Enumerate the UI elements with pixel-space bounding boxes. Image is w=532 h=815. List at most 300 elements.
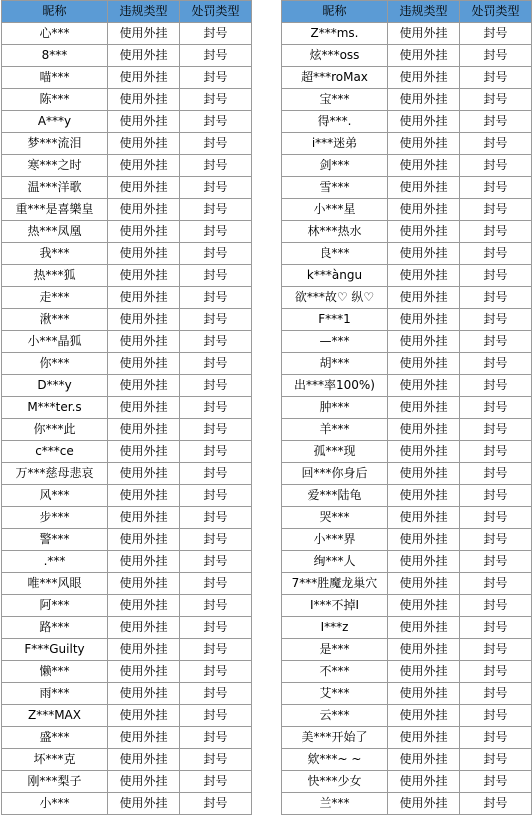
- table-row: [282, 683, 532, 705]
- cell-violation-type: 使用外挂: [388, 331, 460, 353]
- cell-penalty-type: 封号: [180, 331, 252, 353]
- cell-nickname: —***: [282, 331, 388, 353]
- cell-violation-type: 使用外挂: [388, 111, 460, 133]
- cell-penalty-type: 封号: [180, 111, 252, 133]
- cell-violation-type: 使用外挂: [108, 287, 180, 309]
- cell-violation-type: 使用外挂: [108, 45, 180, 67]
- cell-nickname: c***ce: [2, 441, 108, 463]
- table-row: [2, 441, 252, 463]
- table-row: [282, 111, 532, 133]
- cell-violation-type: 使用外挂: [108, 639, 180, 661]
- table-row: [2, 287, 252, 309]
- cell-penalty-type: 封号: [180, 23, 252, 45]
- table-row: [2, 683, 252, 705]
- cell-violation-type: 使用外挂: [108, 507, 180, 529]
- cell-nickname: 寒***之时: [2, 155, 108, 177]
- cell-nickname: 路***: [2, 617, 108, 639]
- cell-violation-type: 使用外挂: [388, 727, 460, 749]
- cell-nickname: 梦***流泪: [2, 133, 108, 155]
- cell-nickname: 陈***: [2, 89, 108, 111]
- cell-violation-type: 使用外挂: [108, 67, 180, 89]
- table-row: [2, 177, 252, 199]
- table-row: [2, 199, 252, 221]
- cell-violation-type: 使用外挂: [388, 199, 460, 221]
- header-penalty-type: 处罚类型: [180, 1, 252, 23]
- ban-list-table-right: [281, 0, 532, 815]
- cell-penalty-type: 封号: [460, 331, 532, 353]
- cell-violation-type: 使用外挂: [108, 353, 180, 375]
- table-row: [2, 375, 252, 397]
- table-row: [282, 353, 532, 375]
- cell-violation-type: 使用外挂: [108, 595, 180, 617]
- cell-nickname: 孤***现: [282, 441, 388, 463]
- cell-violation-type: 使用外挂: [108, 661, 180, 683]
- cell-violation-type: 使用外挂: [108, 617, 180, 639]
- table-row: [282, 265, 532, 287]
- cell-nickname: i***迷弟: [282, 133, 388, 155]
- table-row: [282, 309, 532, 331]
- table-row: [282, 551, 532, 573]
- cell-penalty-type: 封号: [180, 309, 252, 331]
- cell-penalty-type: 封号: [180, 397, 252, 419]
- cell-nickname: 警***: [2, 529, 108, 551]
- cell-penalty-type: 封号: [180, 243, 252, 265]
- cell-nickname: 肿***: [282, 397, 388, 419]
- cell-nickname: 出***率100%): [282, 375, 388, 397]
- cell-nickname: 心***: [2, 23, 108, 45]
- cell-violation-type: 使用外挂: [388, 375, 460, 397]
- table-row: [2, 551, 252, 573]
- table-row: [282, 573, 532, 595]
- cell-nickname: 重***是喜樂皇: [2, 199, 108, 221]
- cell-violation-type: 使用外挂: [388, 353, 460, 375]
- table-row: [282, 639, 532, 661]
- table-row: [2, 397, 252, 419]
- cell-penalty-type: 封号: [460, 441, 532, 463]
- table-row: [282, 485, 532, 507]
- cell-penalty-type: 封号: [180, 45, 252, 67]
- cell-penalty-type: 封号: [460, 45, 532, 67]
- table-row: [282, 331, 532, 353]
- table-row: [282, 507, 532, 529]
- cell-violation-type: 使用外挂: [108, 23, 180, 45]
- cell-penalty-type: 封号: [180, 617, 252, 639]
- cell-nickname: 云***: [282, 705, 388, 727]
- header-nickname: 昵称: [2, 1, 108, 23]
- cell-nickname: 胡***: [282, 353, 388, 375]
- cell-penalty-type: 封号: [180, 221, 252, 243]
- cell-penalty-type: 封号: [460, 617, 532, 639]
- table-body-left: [2, 23, 252, 815]
- cell-penalty-type: 封号: [460, 419, 532, 441]
- table-row: [282, 375, 532, 397]
- cell-violation-type: 使用外挂: [108, 111, 180, 133]
- cell-nickname: 剑***: [282, 155, 388, 177]
- cell-penalty-type: 封号: [460, 397, 532, 419]
- cell-penalty-type: 封号: [180, 177, 252, 199]
- cell-nickname: 不***: [282, 661, 388, 683]
- cell-nickname: 万***慈母悲哀: [2, 463, 108, 485]
- cell-penalty-type: 封号: [460, 23, 532, 45]
- cell-violation-type: 使用外挂: [388, 617, 460, 639]
- cell-penalty-type: 封号: [180, 661, 252, 683]
- cell-nickname: k***àngu: [282, 265, 388, 287]
- cell-violation-type: 使用外挂: [388, 287, 460, 309]
- table-row: [2, 463, 252, 485]
- table-row: [282, 749, 532, 771]
- cell-nickname: 热***凤凰: [2, 221, 108, 243]
- cell-violation-type: 使用外挂: [388, 243, 460, 265]
- cell-nickname: 8***: [2, 45, 108, 67]
- table-row: [2, 661, 252, 683]
- cell-penalty-type: 封号: [460, 727, 532, 749]
- cell-nickname: M***ter.s: [2, 397, 108, 419]
- table-header-row: [282, 1, 532, 23]
- cell-nickname: 哭***: [282, 507, 388, 529]
- cell-violation-type: 使用外挂: [108, 793, 180, 815]
- cell-penalty-type: 封号: [180, 463, 252, 485]
- cell-violation-type: 使用外挂: [388, 639, 460, 661]
- cell-penalty-type: 封号: [460, 111, 532, 133]
- cell-nickname: 刚***梨子: [2, 771, 108, 793]
- cell-violation-type: 使用外挂: [108, 177, 180, 199]
- cell-nickname: 兰***: [282, 793, 388, 815]
- table-row: [282, 177, 532, 199]
- table-row: [282, 397, 532, 419]
- cell-violation-type: 使用外挂: [108, 89, 180, 111]
- cell-nickname: F***1: [282, 309, 388, 331]
- table-row: [2, 507, 252, 529]
- table-row: [282, 727, 532, 749]
- table-header-row: [2, 1, 252, 23]
- table-row: [282, 463, 532, 485]
- cell-penalty-type: 封号: [460, 683, 532, 705]
- cell-penalty-type: 封号: [180, 199, 252, 221]
- cell-nickname: 小***: [2, 793, 108, 815]
- cell-violation-type: 使用外挂: [108, 243, 180, 265]
- cell-nickname: 你***此: [2, 419, 108, 441]
- cell-penalty-type: 封号: [460, 771, 532, 793]
- cell-nickname: 羊***: [282, 419, 388, 441]
- cell-violation-type: 使用外挂: [108, 133, 180, 155]
- cell-nickname: 艾***: [282, 683, 388, 705]
- cell-nickname: 湫***: [2, 309, 108, 331]
- table-row: [282, 661, 532, 683]
- cell-nickname: 得***.: [282, 111, 388, 133]
- cell-violation-type: 使用外挂: [388, 683, 460, 705]
- cell-penalty-type: 封号: [460, 375, 532, 397]
- cell-penalty-type: 封号: [180, 529, 252, 551]
- table-row: [2, 639, 252, 661]
- cell-nickname: 懒***: [2, 661, 108, 683]
- cell-violation-type: 使用外挂: [388, 177, 460, 199]
- cell-nickname: 风***: [2, 485, 108, 507]
- cell-penalty-type: 封号: [460, 221, 532, 243]
- cell-penalty-type: 封号: [180, 507, 252, 529]
- cell-penalty-type: 封号: [180, 353, 252, 375]
- cell-nickname: 超***roMax: [282, 67, 388, 89]
- cell-violation-type: 使用外挂: [108, 529, 180, 551]
- cell-penalty-type: 封号: [180, 375, 252, 397]
- cell-violation-type: 使用外挂: [108, 727, 180, 749]
- cell-penalty-type: 封号: [460, 287, 532, 309]
- cell-penalty-type: 封号: [180, 485, 252, 507]
- table-row: [282, 595, 532, 617]
- table-row: [282, 793, 532, 815]
- table-row: [282, 771, 532, 793]
- cell-nickname: 小***星: [282, 199, 388, 221]
- cell-violation-type: 使用外挂: [108, 705, 180, 727]
- table-row: [282, 23, 532, 45]
- table-row: [2, 353, 252, 375]
- cell-violation-type: 使用外挂: [108, 463, 180, 485]
- cell-penalty-type: 封号: [460, 155, 532, 177]
- table-row: [282, 199, 532, 221]
- cell-penalty-type: 封号: [460, 177, 532, 199]
- cell-nickname: 绚***人: [282, 551, 388, 573]
- table-row: [2, 265, 252, 287]
- table-row: [282, 89, 532, 111]
- cell-violation-type: 使用外挂: [108, 199, 180, 221]
- header-violation-type: 违规类型: [388, 1, 460, 23]
- table-row: [282, 287, 532, 309]
- cell-penalty-type: 封号: [180, 639, 252, 661]
- cell-violation-type: 使用外挂: [108, 155, 180, 177]
- cell-nickname: F***Guilty: [2, 639, 108, 661]
- table-row: [2, 793, 252, 815]
- cell-violation-type: 使用外挂: [108, 551, 180, 573]
- cell-nickname: 小***界: [282, 529, 388, 551]
- cell-nickname: 爱***陆龟: [282, 485, 388, 507]
- cell-nickname: 唯***风眼: [2, 573, 108, 595]
- table-row: [2, 485, 252, 507]
- cell-penalty-type: 封号: [460, 67, 532, 89]
- cell-violation-type: 使用外挂: [388, 45, 460, 67]
- table-row: [282, 45, 532, 67]
- table-row: [2, 243, 252, 265]
- cell-violation-type: 使用外挂: [388, 529, 460, 551]
- cell-nickname: 良***: [282, 243, 388, 265]
- cell-penalty-type: 封号: [180, 793, 252, 815]
- cell-nickname: 美***开始了: [282, 727, 388, 749]
- cell-penalty-type: 封号: [180, 133, 252, 155]
- cell-nickname: I***不掉I: [282, 595, 388, 617]
- table-row: [282, 441, 532, 463]
- cell-penalty-type: 封号: [460, 485, 532, 507]
- cell-violation-type: 使用外挂: [108, 331, 180, 353]
- table-body-right: [282, 23, 532, 815]
- cell-violation-type: 使用外挂: [108, 485, 180, 507]
- header-nickname: 昵称: [282, 1, 388, 23]
- cell-nickname: 雨***: [2, 683, 108, 705]
- cell-nickname: 喵***: [2, 67, 108, 89]
- cell-penalty-type: 封号: [180, 683, 252, 705]
- cell-penalty-type: 封号: [460, 265, 532, 287]
- cell-penalty-type: 封号: [180, 67, 252, 89]
- cell-penalty-type: 封号: [180, 419, 252, 441]
- cell-violation-type: 使用外挂: [388, 67, 460, 89]
- cell-violation-type: 使用外挂: [388, 23, 460, 45]
- cell-nickname: 是***: [282, 639, 388, 661]
- cell-penalty-type: 封号: [180, 287, 252, 309]
- cell-nickname: 林***热水: [282, 221, 388, 243]
- cell-nickname: A***y: [2, 111, 108, 133]
- cell-violation-type: 使用外挂: [108, 397, 180, 419]
- cell-penalty-type: 封号: [460, 573, 532, 595]
- table-row: [2, 749, 252, 771]
- table-row: [282, 243, 532, 265]
- table-row: [2, 705, 252, 727]
- cell-violation-type: 使用外挂: [108, 419, 180, 441]
- table-row: [2, 309, 252, 331]
- cell-nickname: 走***: [2, 287, 108, 309]
- table-row: [282, 133, 532, 155]
- cell-penalty-type: 封号: [460, 595, 532, 617]
- table-row: [2, 771, 252, 793]
- cell-violation-type: 使用外挂: [388, 661, 460, 683]
- cell-penalty-type: 封号: [460, 639, 532, 661]
- cell-violation-type: 使用外挂: [388, 133, 460, 155]
- table-row: [2, 133, 252, 155]
- cell-penalty-type: 封号: [460, 529, 532, 551]
- cell-penalty-type: 封号: [460, 749, 532, 771]
- cell-nickname: 坏***克: [2, 749, 108, 771]
- table-row: [2, 89, 252, 111]
- cell-nickname: .***: [2, 551, 108, 573]
- cell-penalty-type: 封号: [180, 727, 252, 749]
- table-row: [2, 595, 252, 617]
- cell-penalty-type: 封号: [460, 89, 532, 111]
- table-row: [282, 67, 532, 89]
- table-row: [2, 419, 252, 441]
- cell-penalty-type: 封号: [180, 573, 252, 595]
- cell-violation-type: 使用外挂: [108, 309, 180, 331]
- cell-penalty-type: 封号: [180, 265, 252, 287]
- cell-penalty-type: 封号: [460, 507, 532, 529]
- ban-list-table-left: [1, 0, 252, 815]
- cell-violation-type: 使用外挂: [388, 221, 460, 243]
- cell-penalty-type: 封号: [180, 155, 252, 177]
- cell-nickname: I***z: [282, 617, 388, 639]
- cell-nickname: Z***MAX: [2, 705, 108, 727]
- cell-violation-type: 使用外挂: [108, 375, 180, 397]
- cell-violation-type: 使用外挂: [388, 397, 460, 419]
- table-row: [282, 419, 532, 441]
- table-row: [2, 155, 252, 177]
- cell-nickname: 热***狐: [2, 265, 108, 287]
- cell-violation-type: 使用外挂: [388, 265, 460, 287]
- table-row: [2, 111, 252, 133]
- cell-nickname: 我***: [2, 243, 108, 265]
- table-row: [282, 221, 532, 243]
- cell-penalty-type: 封号: [460, 353, 532, 375]
- table-row: [2, 23, 252, 45]
- table-row: [282, 155, 532, 177]
- cell-violation-type: 使用外挂: [108, 265, 180, 287]
- cell-penalty-type: 封号: [460, 793, 532, 815]
- cell-violation-type: 使用外挂: [388, 749, 460, 771]
- cell-penalty-type: 封号: [460, 551, 532, 573]
- cell-penalty-type: 封号: [460, 243, 532, 265]
- cell-nickname: Z***ms.: [282, 23, 388, 45]
- cell-penalty-type: 封号: [180, 441, 252, 463]
- table-row: [2, 45, 252, 67]
- cell-violation-type: 使用外挂: [388, 595, 460, 617]
- cell-violation-type: 使用外挂: [108, 771, 180, 793]
- cell-nickname: 欲***故♡ 纵♡: [282, 287, 388, 309]
- cell-penalty-type: 封号: [460, 199, 532, 221]
- cell-penalty-type: 封号: [460, 133, 532, 155]
- cell-nickname: 步***: [2, 507, 108, 529]
- table-row: [282, 705, 532, 727]
- cell-violation-type: 使用外挂: [388, 485, 460, 507]
- table-row: [2, 67, 252, 89]
- cell-nickname: 小***晶狐: [2, 331, 108, 353]
- table-row: [2, 529, 252, 551]
- cell-violation-type: 使用外挂: [388, 419, 460, 441]
- cell-nickname: 炫***oss: [282, 45, 388, 67]
- table-row: [2, 617, 252, 639]
- table-row: [2, 573, 252, 595]
- cell-penalty-type: 封号: [460, 309, 532, 331]
- table-row: [2, 727, 252, 749]
- cell-nickname: 欸***~ ~: [282, 749, 388, 771]
- table-row: [2, 331, 252, 353]
- cell-penalty-type: 封号: [180, 705, 252, 727]
- cell-penalty-type: 封号: [460, 463, 532, 485]
- cell-nickname: 雪***: [282, 177, 388, 199]
- cell-violation-type: 使用外挂: [388, 793, 460, 815]
- cell-violation-type: 使用外挂: [388, 507, 460, 529]
- cell-nickname: 温***洋歌: [2, 177, 108, 199]
- table-row: [282, 617, 532, 639]
- cell-violation-type: 使用外挂: [388, 573, 460, 595]
- header-penalty-type: 处罚类型: [460, 1, 532, 23]
- cell-violation-type: 使用外挂: [388, 771, 460, 793]
- cell-violation-type: 使用外挂: [388, 89, 460, 111]
- cell-penalty-type: 封号: [460, 705, 532, 727]
- cell-nickname: D***y: [2, 375, 108, 397]
- cell-nickname: 宝***: [282, 89, 388, 111]
- cell-penalty-type: 封号: [460, 661, 532, 683]
- cell-penalty-type: 封号: [180, 595, 252, 617]
- cell-nickname: 盛***: [2, 727, 108, 749]
- cell-penalty-type: 封号: [180, 771, 252, 793]
- cell-violation-type: 使用外挂: [388, 309, 460, 331]
- cell-nickname: 7***胜魔龙巢穴: [282, 573, 388, 595]
- cell-violation-type: 使用外挂: [388, 441, 460, 463]
- cell-violation-type: 使用外挂: [388, 705, 460, 727]
- cell-violation-type: 使用外挂: [108, 221, 180, 243]
- cell-violation-type: 使用外挂: [388, 551, 460, 573]
- cell-nickname: 快***少女: [282, 771, 388, 793]
- header-violation-type: 违规类型: [108, 1, 180, 23]
- cell-penalty-type: 封号: [180, 89, 252, 111]
- cell-violation-type: 使用外挂: [108, 683, 180, 705]
- table-row: [2, 221, 252, 243]
- cell-nickname: 你***: [2, 353, 108, 375]
- cell-violation-type: 使用外挂: [108, 441, 180, 463]
- cell-nickname: 阿***: [2, 595, 108, 617]
- cell-violation-type: 使用外挂: [388, 155, 460, 177]
- cell-violation-type: 使用外挂: [108, 749, 180, 771]
- cell-penalty-type: 封号: [180, 551, 252, 573]
- cell-penalty-type: 封号: [180, 749, 252, 771]
- table-row: [282, 529, 532, 551]
- cell-nickname: 回***你身后: [282, 463, 388, 485]
- cell-violation-type: 使用外挂: [388, 463, 460, 485]
- cell-violation-type: 使用外挂: [108, 573, 180, 595]
